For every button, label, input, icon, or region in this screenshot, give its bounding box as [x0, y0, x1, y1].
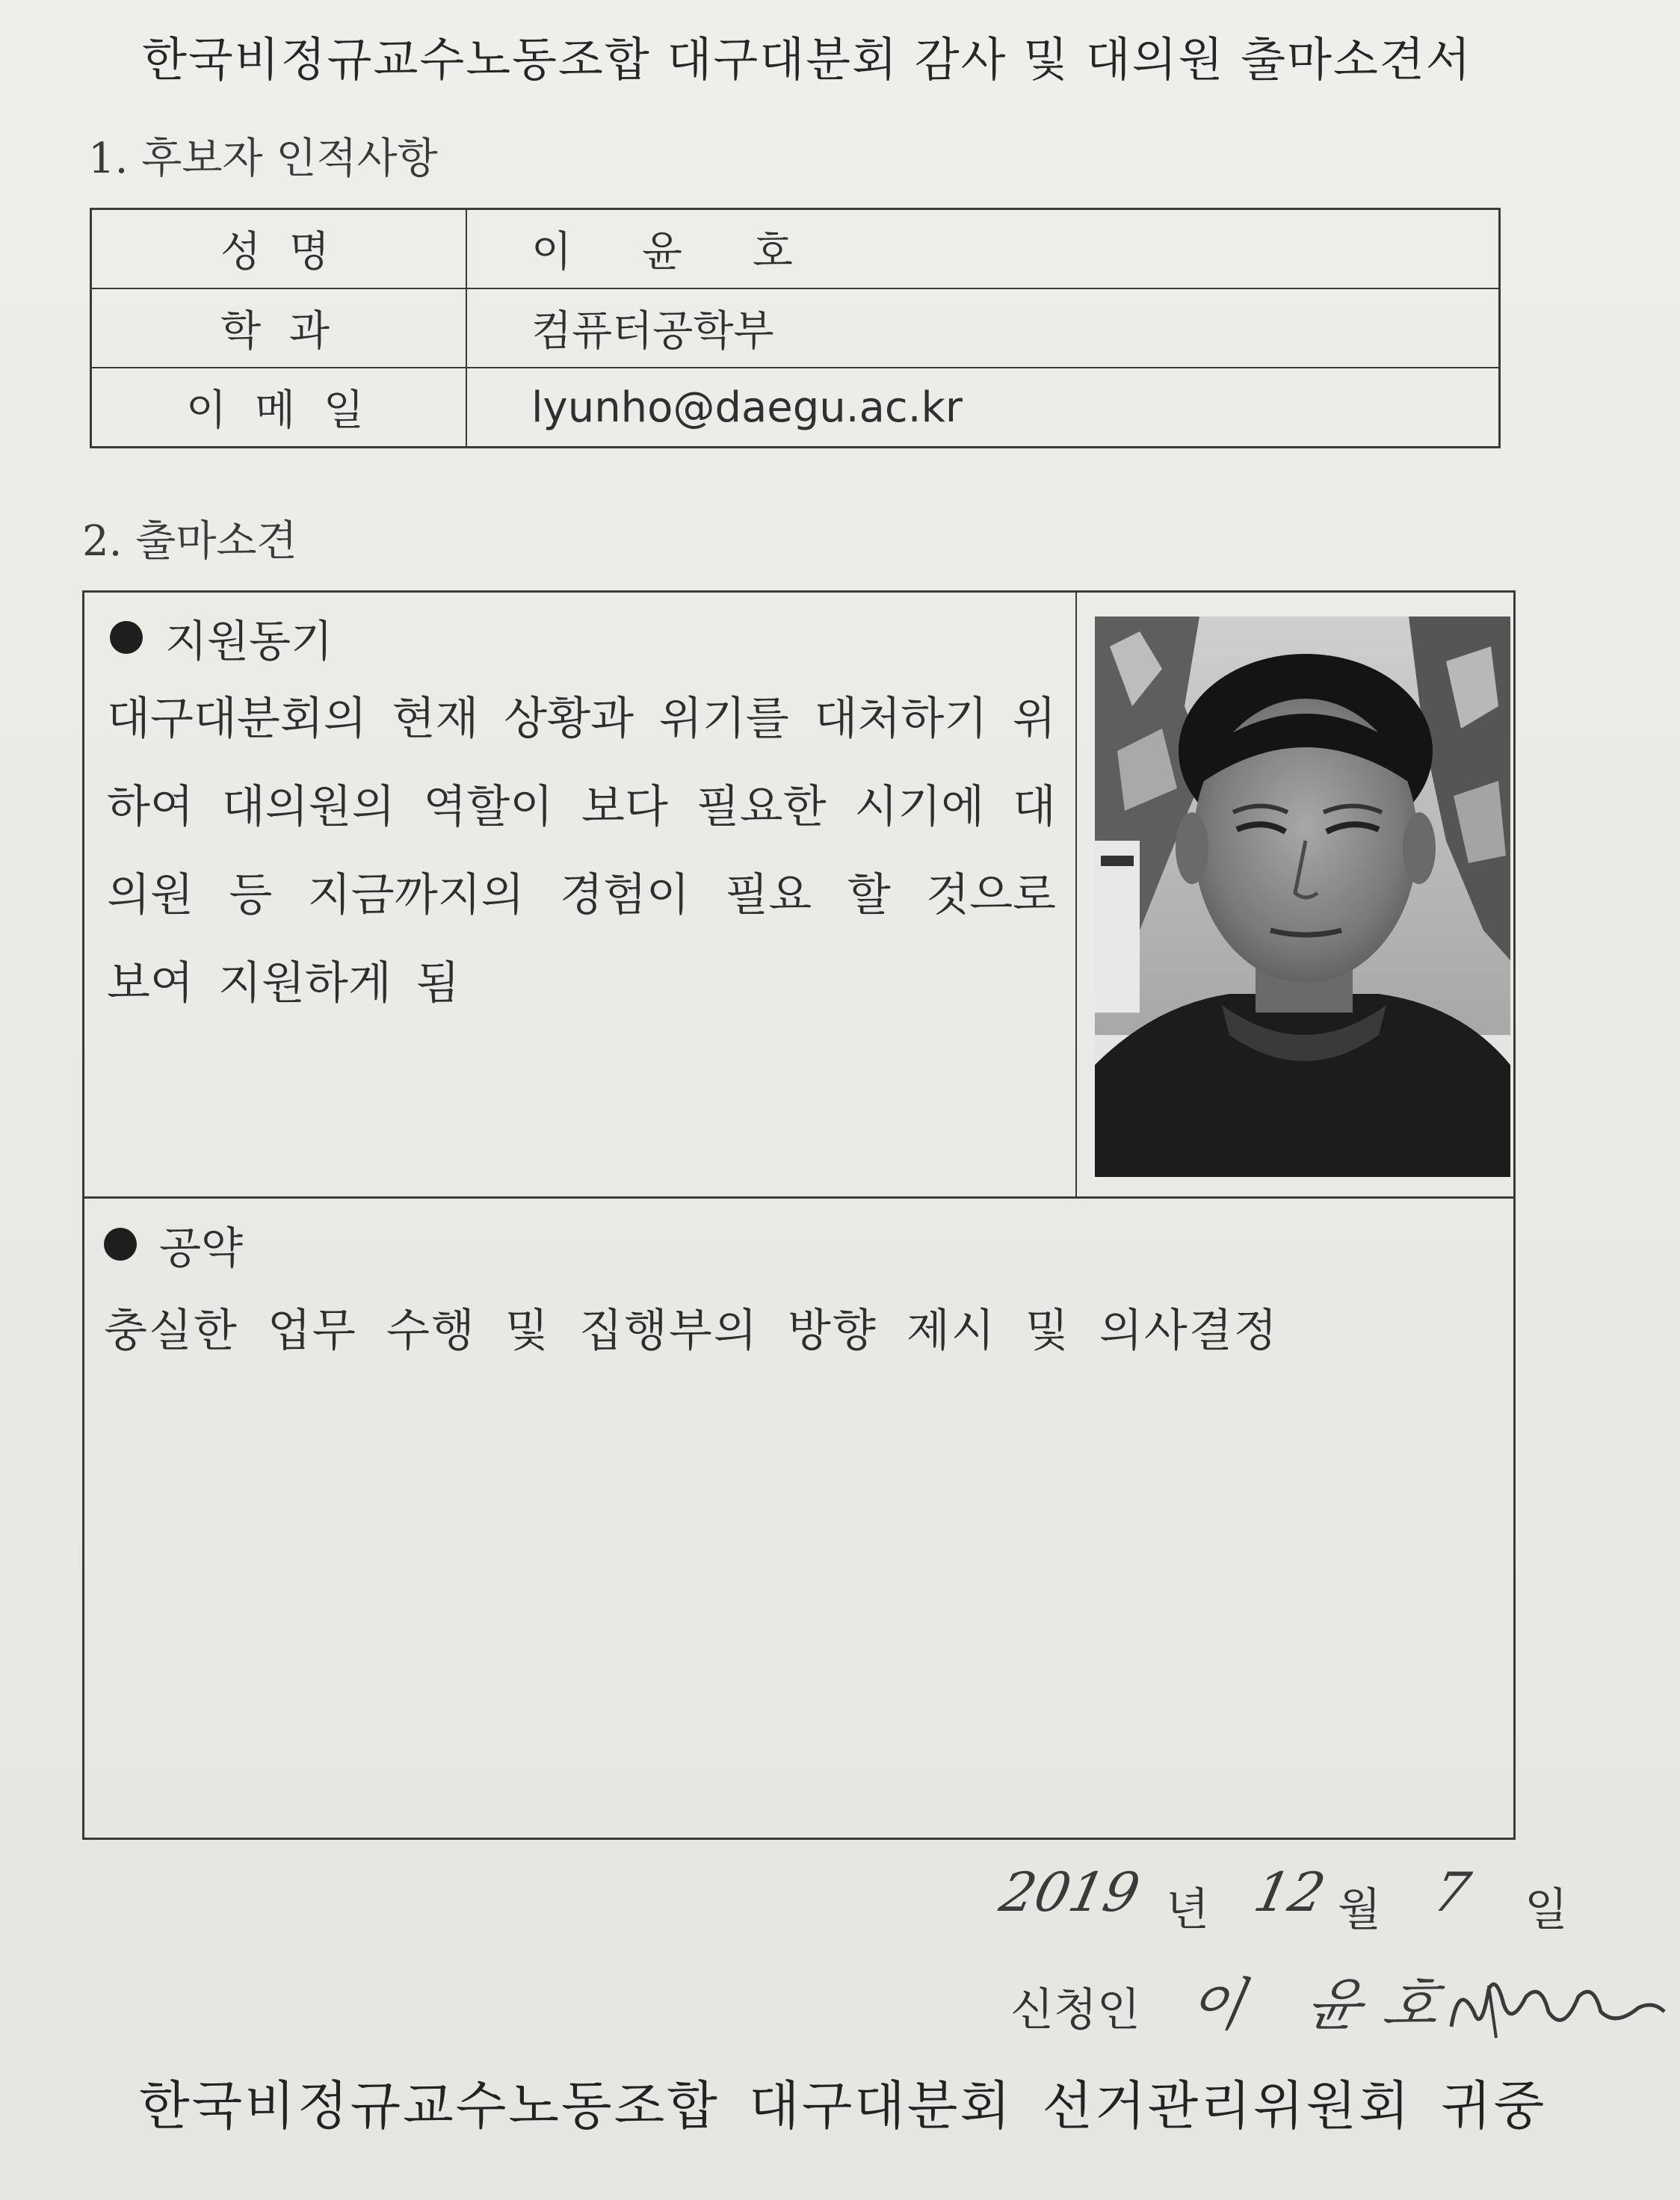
- date-day-unit: 일: [1525, 1884, 1568, 1936]
- signature-date: [995, 1861, 1659, 1943]
- table-row: [91, 288, 1500, 368]
- table-row: [91, 368, 1500, 448]
- pledge-text: 충실한 업무 수행 및 집행부의 방향 제시 및 의사결정: [104, 1305, 1279, 1357]
- email-label: 이 메 일: [91, 368, 467, 448]
- applicant-signature: [1010, 1959, 1668, 2049]
- table-row: [91, 209, 1500, 289]
- applicant-handwritten-name: 이 윤호: [1183, 1971, 1468, 2038]
- motive-heading-label: 지원동기: [165, 616, 333, 667]
- date-year-unit: 년: [1166, 1884, 1209, 1936]
- date-month: 12: [1249, 1861, 1331, 1924]
- portrait-image: [1095, 617, 1510, 1177]
- recipient-line: 한국비정규교수노동조합 대구대분회 선거관리위원회 귀중: [139, 2075, 1547, 2136]
- candidacy-box: [82, 590, 1516, 1840]
- divider: [1075, 593, 1077, 1196]
- department-label: 학 과: [91, 288, 467, 368]
- document-title: 한국비정규교수노동조합 대구대분회 감사 및 대의원 출마소견서: [142, 32, 1472, 87]
- motive-heading: [110, 606, 333, 669]
- department-value: 컴퓨터공학부: [466, 288, 1500, 368]
- candidate-info-table: [90, 208, 1501, 448]
- email-value: lyunho@daegu.ac.kr: [466, 368, 1500, 448]
- motive-text: 대구대분회의 현재 상황과 위기를 대처하기 위하여 대의원의 역할이 보다 필요한 시기에 대의원 등 지금까지의 경험이 필요 할 것으로 보여 지원하게 됨: [107, 693, 1056, 1010]
- name-label: 성 명: [91, 209, 467, 289]
- section-candidacy-heading: 2. 출마소견: [82, 517, 297, 566]
- bullet-icon: [104, 1228, 137, 1261]
- handwritten-signature-icon: [1444, 1967, 1668, 2049]
- date-year: 2019: [995, 1861, 1146, 1924]
- bullet-icon: [110, 621, 143, 654]
- applicant-label: 신청인: [1010, 1984, 1140, 2036]
- candidate-photo: [1095, 617, 1510, 1177]
- date-month-unit: 월: [1338, 1884, 1381, 1936]
- section-candidate-info-heading: 1. 후보자 인적사항: [88, 135, 438, 183]
- name-value: 이 윤 호: [466, 209, 1500, 289]
- pledge-heading: [104, 1213, 243, 1276]
- divider: [84, 1196, 1513, 1199]
- date-day: 7: [1428, 1861, 1476, 1924]
- pledge-heading-label: 공약: [159, 1223, 244, 1273]
